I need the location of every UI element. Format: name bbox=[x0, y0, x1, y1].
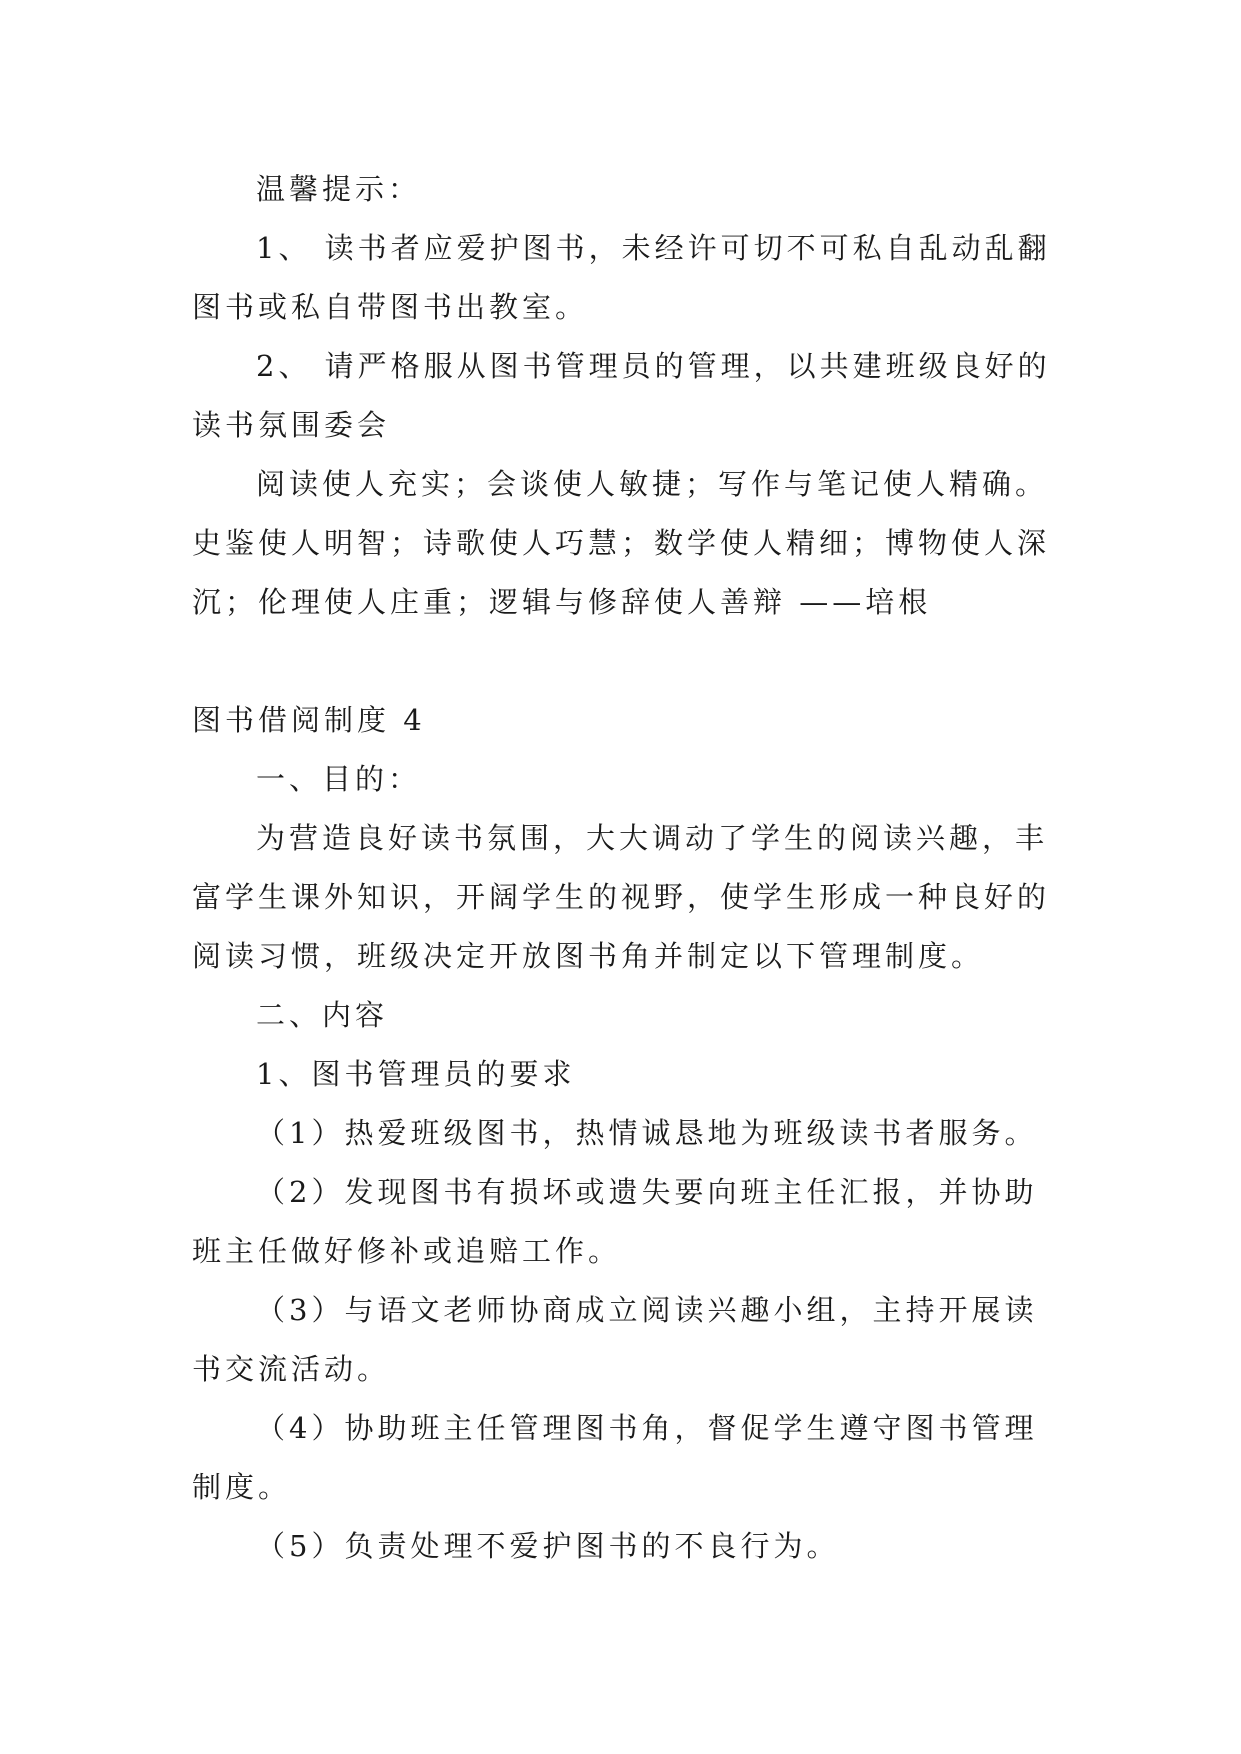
document-body bbox=[192, 160, 1052, 1576]
requirement-2-continuation: 班主任做好修补或追赔工作。 bbox=[192, 1234, 622, 1268]
tips-label: 温馨提示： bbox=[256, 172, 422, 206]
tip-1-continuation: 图书或私自带图书出教室。 bbox=[192, 290, 589, 324]
requirement-3: （3）与语文老师协商成立阅读兴趣小组，主持开展读 bbox=[256, 1293, 1038, 1327]
section-title: 图书借阅制度 4 bbox=[192, 703, 426, 737]
requirement-5: （5）负责处理不爱护图书的不良行为。 bbox=[256, 1529, 840, 1563]
quote-continuation-1: 史鉴使人明智；诗歌使人巧慧；数学使人精细；博物使人深 bbox=[192, 526, 1051, 560]
tip-1: 1、 读书者应爱护图书，未经许可切不可私自乱动乱翻 bbox=[256, 231, 1051, 265]
purpose-continuation-2: 阅读习惯，班级决定开放图书角并制定以下管理制度。 bbox=[192, 939, 985, 973]
section-1-heading: 一、目的： bbox=[256, 762, 422, 796]
requirement-3-continuation: 书交流活动。 bbox=[192, 1352, 391, 1386]
requirement-4: （4）协助班主任管理图书角，督促学生遵守图书管理 bbox=[256, 1411, 1038, 1445]
section-2-heading: 二、内容 bbox=[256, 998, 389, 1032]
purpose-paragraph: 为营造良好读书氛围，大大调动了学生的阅读兴趣，丰 bbox=[256, 821, 1049, 855]
quote-paragraph: 阅读使人充实；会谈使人敏捷；写作与笔记使人精确。 bbox=[256, 467, 1049, 501]
requirement-2: （2）发现图书有损坏或遗失要向班主任汇报，并协助 bbox=[256, 1175, 1038, 1209]
tip-2: 2、 请严格服从图书管理员的管理，以共建班级良好的 bbox=[256, 349, 1051, 383]
tip-2-continuation: 读书氛围委会 bbox=[192, 408, 391, 442]
purpose-continuation-1: 富学生课外知识，开阔学生的视野，使学生形成一种良好的 bbox=[192, 880, 1051, 914]
requirement-1: （1）热爱班级图书，热情诚恳地为班级读书者服务。 bbox=[256, 1116, 1038, 1150]
subsection-1-heading: 1、图书管理员的要求 bbox=[256, 1057, 576, 1091]
quote-continuation-2: 沉；伦理使人庄重；逻辑与修辞使人善辩 ——培根 bbox=[192, 585, 932, 619]
requirement-4-continuation: 制度。 bbox=[192, 1470, 292, 1504]
